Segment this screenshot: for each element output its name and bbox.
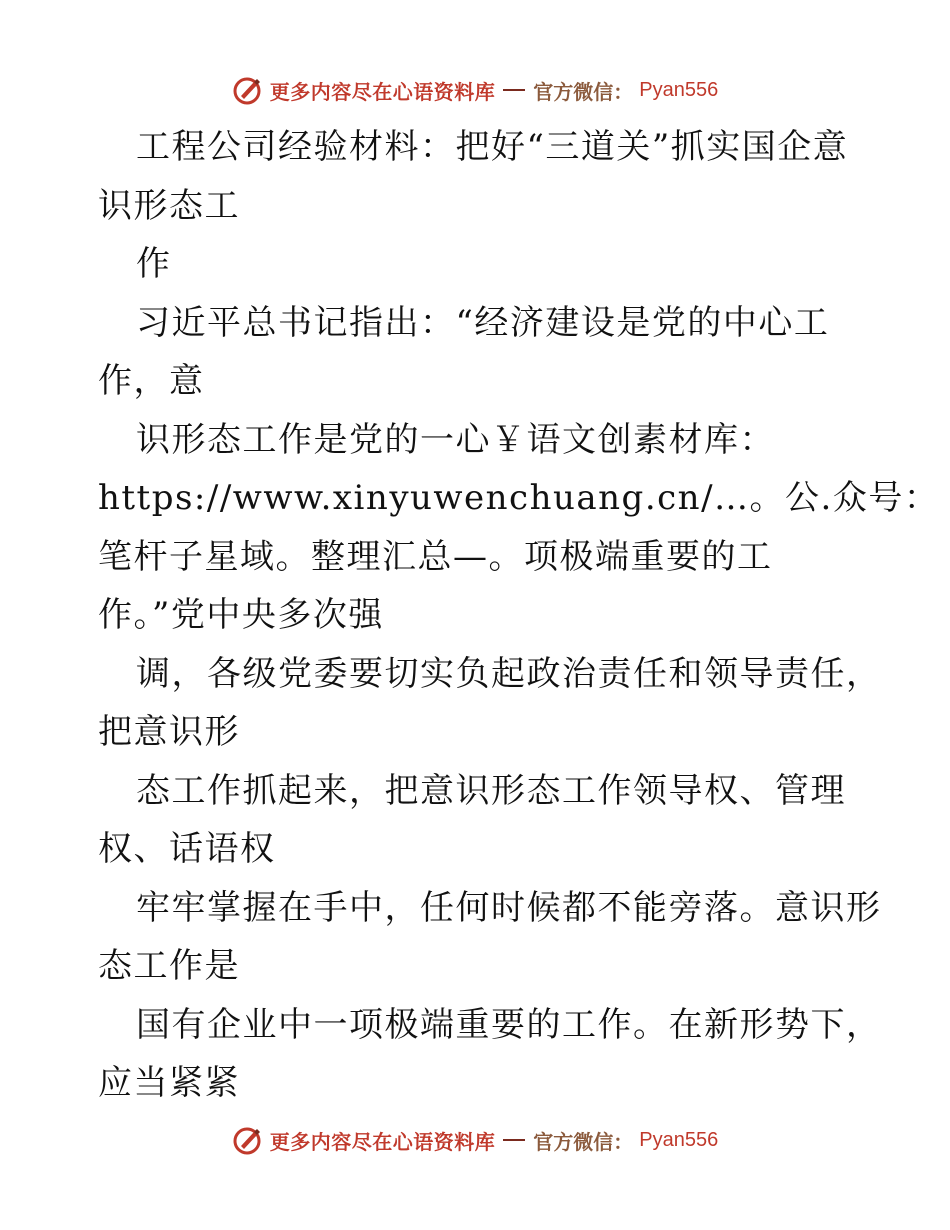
text-line: 调，各级党委要切实负起政治责任和领导责任， <box>136 653 882 694</box>
text-line: 作。”党中央多次强 <box>98 595 384 635</box>
text-line: 作 <box>136 244 172 284</box>
text-line: 应当紧紧 <box>98 1063 240 1103</box>
header-banner-text: 更多内容尽在心语资料库 <box>269 79 496 104</box>
document-body <box>98 118 940 1113</box>
text-line: 牢牢掌握在手中，任何时候都不能旁落。意识形 <box>136 887 882 928</box>
footer-banner-inner <box>232 1124 718 1156</box>
text-line: 把意识形 <box>98 712 240 752</box>
text-line: 权、话语权 <box>98 829 276 869</box>
text-line: 作，意 <box>98 361 205 401</box>
footer-wechat-id: Pyan556 <box>639 1128 719 1151</box>
text-line: 态工作是 <box>98 946 240 986</box>
header-banner <box>0 70 950 110</box>
footer-wechat-label: 官方微信： <box>533 1129 634 1154</box>
text-line: 态工作抓起来，把意识形态工作领导权、管理 <box>136 770 846 811</box>
text-line: 识形态工 <box>98 185 240 226</box>
text-line: 笔杆子星域。整理汇总—。项极端重要的工 <box>98 536 773 577</box>
text-line: https://www.xinyuwenchuang.cn/…。公.众号： <box>98 478 940 518</box>
text-line: 识形态工作是党的一心￥语文创素材库： <box>136 419 775 460</box>
footer-banner-text: 更多内容尽在心语资料库 <box>269 1129 496 1154</box>
header-banner-separator <box>503 89 525 91</box>
footer-banner <box>0 1120 950 1160</box>
header-wechat-id: Pyan556 <box>639 78 719 101</box>
text-line: 工程公司经验材料：把好“三道关”抓实国企意 <box>136 127 849 167</box>
header-banner-inner <box>232 74 718 106</box>
pen-logo-icon <box>232 1124 264 1156</box>
footer-banner-separator <box>503 1139 525 1141</box>
text-line: 国有企业中一项极端重要的工作。在新形势下， <box>136 1004 882 1045</box>
header-wechat-label: 官方微信： <box>533 79 634 104</box>
text-line: 习近平总书记指出：“经济建设是党的中心工 <box>136 302 830 343</box>
pen-logo-icon <box>232 74 264 106</box>
